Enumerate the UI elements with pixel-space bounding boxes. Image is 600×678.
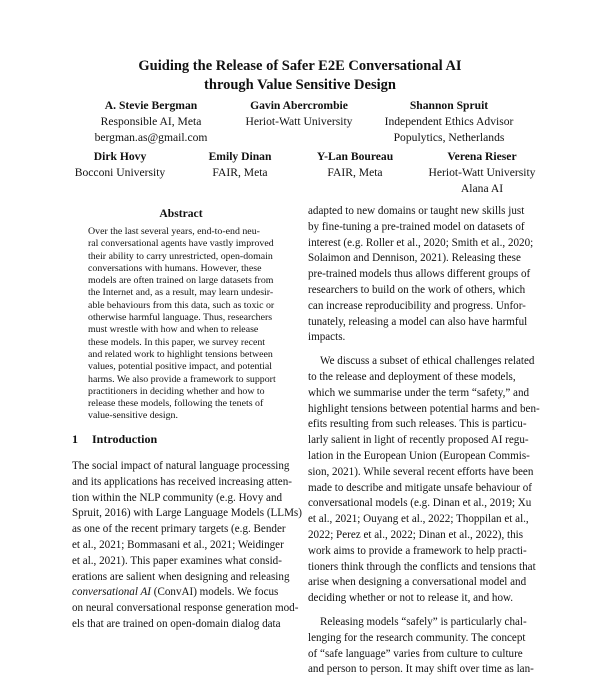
abstract-heading: Abstract — [159, 207, 203, 220]
text-line: researchers to build on the work of others, which — [308, 283, 526, 296]
text-line: must wrestle with how and when to release — [88, 324, 259, 336]
text-line: conversational models (e.g. Dinan et al., 2019; Xu — [308, 497, 532, 510]
text-line: sion, 2021). While several recent efforts have been — [308, 465, 534, 478]
author-name: Verena Rieser — [447, 150, 517, 163]
text-line: impacts. — [308, 331, 346, 344]
text-line: tion within the NLP community (e.g. Hovy and — [72, 491, 283, 504]
text-line: Spruit, 2016) with Large Language Models (LLMs) — [72, 507, 302, 520]
introduction-body — [72, 459, 302, 633]
text-line: Over the last several years, end-to-end neu- — [88, 226, 260, 237]
author-affiliation: FAIR, Meta — [327, 166, 383, 179]
text-line: lenging for the research community. The concept — [308, 631, 526, 644]
paragraph — [308, 204, 536, 346]
text-line: deciding whether or not to release it, and how. — [308, 592, 514, 605]
text-line: which we summarise under the term “safety,” and — [308, 386, 530, 399]
author-email: bergman.as@gmail.com — [94, 131, 208, 144]
author-name: Emily Dinan — [208, 150, 272, 163]
text-line: their ability to carry unrestricted, open-domain — [88, 250, 273, 262]
text-line: arise when designing a conversational model and — [308, 576, 527, 589]
text-line: ral conversational agents have vastly improved — [88, 238, 274, 250]
text-line: et al., 2021). This paper examines what consid- — [72, 554, 282, 567]
text-line: The social impact of natural language processing — [72, 460, 290, 472]
author-affiliation: Independent Ethics Advisor — [384, 115, 514, 128]
text-line: otherwise harmful language. Thus, researchers — [88, 312, 273, 324]
text-line: and person to person. It may shift over time as lan- — [308, 663, 534, 676]
text-line: conversations with humans. However, these — [88, 262, 262, 274]
text-line: erations are salient when designing and releasing — [72, 570, 290, 583]
author-name: Y-Lan Boureau — [316, 150, 394, 163]
paper-title — [0, 57, 600, 95]
text-line: these models. In this paper, we survey recent — [88, 336, 266, 348]
text-line: made to describe and mitigate unsafe behaviour of — [308, 481, 532, 494]
author-affiliation: Alana AI — [460, 182, 504, 195]
text-line — [72, 585, 302, 601]
author-name: Gavin Abercrombie — [250, 99, 348, 112]
author-block-rieser — [412, 149, 552, 197]
text-line: models are often trained on large datasets from — [88, 275, 274, 287]
paragraph-gap — [308, 607, 536, 615]
author-name: Shannon Spruit — [409, 99, 489, 112]
text-line: Releasing models “safely” is particularly chal- — [320, 615, 527, 628]
text-line: practitioners in deciding whether and how to — [88, 385, 265, 397]
text-line: can increase reproducibility and progress. Unfor- — [308, 299, 526, 312]
text-line: tunately, releasing a model can also have harmful — [308, 315, 528, 328]
abstract-body — [88, 226, 284, 423]
text-line: adapted to new domains or taught new skills just — [308, 205, 525, 217]
paragraph — [308, 615, 536, 678]
italic-term: conversational AI — [72, 586, 151, 599]
author-block-abercrombie — [224, 98, 374, 130]
text-line: Solaimon and Dennison, 2021). Releasing these — [308, 252, 521, 265]
text-line: interest (e.g. Roller et al., 2020; Smith et al., 2020; — [308, 236, 534, 249]
author-affiliation: FAIR, Meta — [212, 166, 268, 179]
text-line: et al., 2021; Bommasani et al., 2021; Weidinger — [72, 538, 284, 551]
author-block-dinan — [180, 149, 300, 181]
text-line: harms. We also provide a framework to support — [88, 373, 276, 385]
text-line: by fine-tuning a pre-trained model on datasets of — [308, 220, 525, 233]
text-line: release these models, following the tenets of — [88, 398, 264, 410]
text-line: the Internet and, as a result, may learn undesir- — [88, 287, 274, 299]
title-line-1: Guiding the Release of Safer E2E Conversational AI — [138, 58, 462, 74]
text-line: and related work to highlight tensions between — [88, 348, 273, 360]
author-affiliation: Populytics, Netherlands — [393, 131, 505, 144]
text-line: highlight tensions between potential harms and ben- — [308, 402, 540, 415]
text-line: 2022; Perez et al., 2022; Dinan et al., 2022), this — [308, 528, 524, 541]
author-affiliation: Bocconi University — [74, 166, 166, 179]
author-affiliation: Responsible AI, Meta — [100, 115, 202, 128]
text-line: and its applications has received increasing atten- — [72, 475, 292, 488]
paragraph-gap — [308, 346, 536, 354]
right-column-body — [308, 204, 540, 678]
section-heading-introduction — [72, 432, 157, 447]
text-line: value-sensitive design. — [88, 410, 178, 422]
text-line: as one of the recent primary targets (e.g. Bender — [72, 523, 286, 536]
text-line: larly salient in light of recently proposed AI regu- — [308, 434, 529, 447]
text-line: values, potential positive impact, and potential — [88, 361, 273, 373]
author-name: Dirk Hovy — [93, 150, 147, 163]
section-number: 1 — [72, 432, 78, 446]
text-line: on neural conversational response generation mod- — [72, 602, 299, 615]
section-title: Introduction — [92, 432, 158, 446]
text-line: et al., 2021; Ouyang et al., 2022; Thoppilan et al., — [308, 513, 529, 526]
text-line: to the release and deployment of these models, — [308, 370, 516, 383]
text-line: of “safe language” varies from culture to culture — [308, 647, 523, 660]
author-name: A. Stevie Bergman — [104, 99, 198, 112]
author-block-bergman — [72, 98, 230, 146]
author-block-boureau — [290, 149, 420, 181]
author-block-spruit — [370, 98, 528, 146]
introduction-lines — [72, 459, 302, 585]
text-line: efits resulting from such releases. This is particu- — [308, 418, 527, 431]
author-affiliation: Heriot-Watt University — [428, 166, 536, 179]
text-line: tioners think through the conflicts and tensions that — [308, 560, 536, 573]
author-block-hovy — [60, 149, 180, 181]
text-line: lation in the European Union (European Commis- — [308, 449, 530, 462]
text-fragment: (ConvAI) models. We focus — [150, 586, 279, 599]
text-line: We discuss a subset of ethical challenges related — [320, 355, 535, 368]
text-line: pre-trained models thus allows different groups of — [308, 268, 531, 281]
text-line: able behaviours from this data, such as toxic or — [88, 299, 275, 311]
title-line-2: through Value Sensitive Design — [204, 77, 396, 93]
author-affiliation: Heriot-Watt University — [245, 115, 353, 128]
text-line: work aims to provide a framework to help practi- — [308, 544, 527, 557]
paragraph — [308, 354, 540, 607]
text-line: els that are trained on open-domain dialog data — [72, 617, 281, 630]
